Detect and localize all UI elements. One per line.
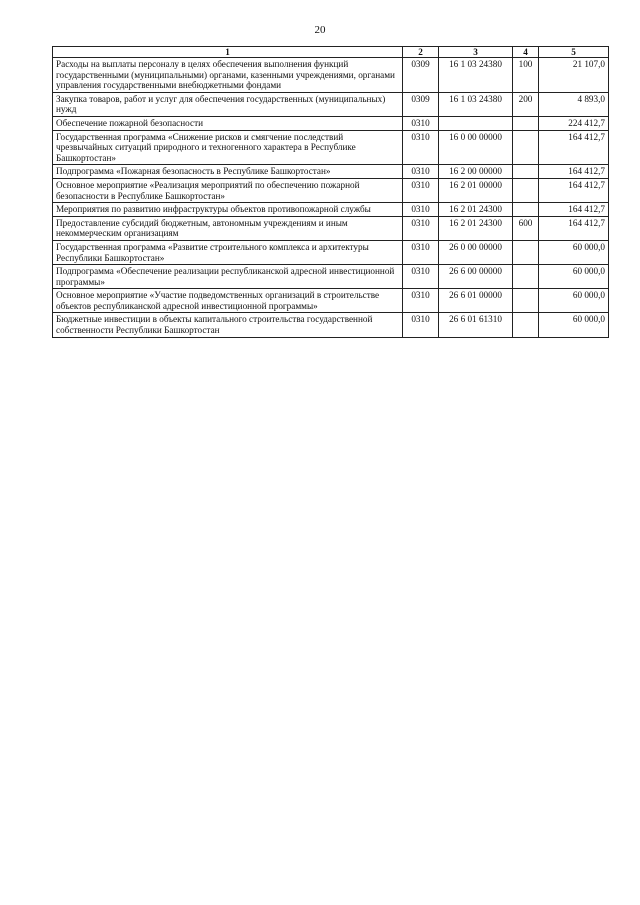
table-row (53, 58, 609, 93)
table-row (53, 289, 609, 313)
row-section: 0310 (403, 265, 439, 289)
row-name: Подпрограмма «Пожарная безопасность в Республике Башкортостан» (53, 165, 403, 179)
row-section: 0310 (403, 165, 439, 179)
row-section: 0310 (403, 116, 439, 130)
table-row (53, 216, 609, 240)
table-row (53, 130, 609, 165)
header-col-1: 1 (53, 47, 403, 58)
row-type (513, 313, 539, 337)
row-code: 16 1 03 24380 (439, 92, 513, 116)
row-section: 0310 (403, 216, 439, 240)
row-code: 16 0 00 00000 (439, 130, 513, 165)
row-type: 100 (513, 58, 539, 93)
row-name: Мероприятия по развитию инфраструктуры объектов противопожарной службы (53, 203, 403, 217)
row-name: Расходы на выплаты персоналу в целях обеспечения выполнения функций государственными (муниципальными) органами, казенными учреждениями, органами управления государственными внебюджетными фондами (53, 58, 403, 93)
row-section: 0310 (403, 178, 439, 202)
row-section: 0310 (403, 289, 439, 313)
row-name: Подпрограмма «Обеспечение реализации республиканской адресной инвестиционной программы» (53, 265, 403, 289)
table-row (53, 203, 609, 217)
row-section: 0310 (403, 203, 439, 217)
table-row (53, 165, 609, 179)
budget-table (52, 46, 609, 338)
row-type (513, 289, 539, 313)
row-amount: 164 412,7 (539, 165, 609, 179)
table-row (53, 178, 609, 202)
row-code: 26 6 01 61310 (439, 313, 513, 337)
row-type: 200 (513, 92, 539, 116)
row-section: 0310 (403, 313, 439, 337)
row-amount: 4 893,0 (539, 92, 609, 116)
row-code: 26 0 00 00000 (439, 240, 513, 264)
row-amount: 60 000,0 (539, 265, 609, 289)
row-section: 0310 (403, 130, 439, 165)
row-amount: 164 412,7 (539, 178, 609, 202)
row-type: 600 (513, 216, 539, 240)
header-col-5: 5 (539, 47, 609, 58)
row-name: Основное мероприятие «Участие подведомственных организаций в строительстве объектов республиканской адресной инвестиционной программы» (53, 289, 403, 313)
row-type (513, 265, 539, 289)
row-amount: 60 000,0 (539, 289, 609, 313)
row-code: 16 2 01 24300 (439, 216, 513, 240)
table-row (53, 265, 609, 289)
row-section: 0309 (403, 58, 439, 93)
row-name: Закупка товаров, работ и услуг для обеспечения государственных (муниципальных) нужд (53, 92, 403, 116)
row-type (513, 178, 539, 202)
page-number: 20 (314, 24, 326, 36)
row-code: 16 2 01 24300 (439, 203, 513, 217)
row-type (513, 116, 539, 130)
row-name: Обеспечение пожарной безопасности (53, 116, 403, 130)
table-row (53, 92, 609, 116)
row-code: 16 2 00 00000 (439, 165, 513, 179)
row-type (513, 240, 539, 264)
row-name: Основное мероприятие «Реализация мероприятий по обеспечению пожарной безопасности в Республике Башкортостан» (53, 178, 403, 202)
row-amount: 164 412,7 (539, 130, 609, 165)
row-amount: 60 000,0 (539, 313, 609, 337)
row-amount: 224 412,7 (539, 116, 609, 130)
row-code: 26 6 00 00000 (439, 265, 513, 289)
row-type (513, 165, 539, 179)
row-name: Предоставление субсидий бюджетным, автономным учреждениям и иным некоммерческим организациям (53, 216, 403, 240)
header-col-4: 4 (513, 47, 539, 58)
row-type (513, 203, 539, 217)
row-code: 16 2 01 00000 (439, 178, 513, 202)
table-row (53, 313, 609, 337)
row-name: Государственная программа «Развитие строительного комплекса и архитектуры Республики Башкортостан» (53, 240, 403, 264)
header-row (53, 47, 609, 58)
row-amount: 164 412,7 (539, 216, 609, 240)
row-section: 0310 (403, 240, 439, 264)
header-col-3: 3 (439, 47, 513, 58)
row-type (513, 130, 539, 165)
row-amount: 21 107,0 (539, 58, 609, 93)
row-code (439, 116, 513, 130)
row-amount: 60 000,0 (539, 240, 609, 264)
table-row (53, 116, 609, 130)
row-code: 16 1 03 24380 (439, 58, 513, 93)
row-name: Государственная программа «Снижение рисков и смягчение последствий чрезвычайных ситуаций природного и техногенного характера в Республике Башкортостан» (53, 130, 403, 165)
row-code: 26 6 01 00000 (439, 289, 513, 313)
row-name: Бюджетные инвестиции в объекты капитального строительства государственной собственности Республики Башкортостан (53, 313, 403, 337)
row-section: 0309 (403, 92, 439, 116)
header-col-2: 2 (403, 47, 439, 58)
row-amount: 164 412,7 (539, 203, 609, 217)
table-row (53, 240, 609, 264)
